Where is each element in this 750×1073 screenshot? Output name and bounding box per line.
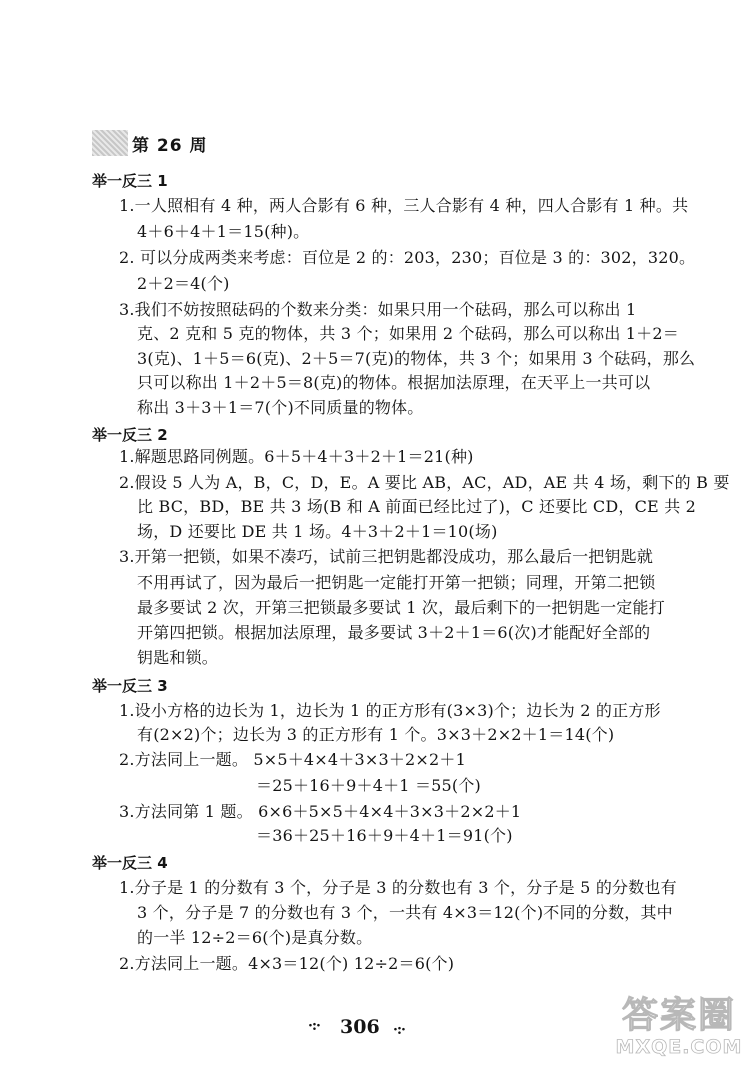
watermark-logo — [614, 996, 744, 1066]
section-1-line: 称出 3＋3＋1＝7(个)不同质量的物体。 — [137, 398, 424, 417]
page-number-ornament-right: ·:· — [393, 1022, 405, 1038]
week-title: 第 26 周 — [132, 136, 208, 156]
page-number-ornament-left: ·:· — [308, 1018, 320, 1034]
section-1-line: 2. 可以分成两类来考虑：百位是 2 的：203，230；百位是 3 的：302，320。 — [119, 248, 696, 267]
section-3-line: 1.设小方格的边长为 1，边长为 1 的正方形有(3×3)个；边长为 2 的正方形 — [119, 701, 661, 720]
section-3-line: 2.方法同上一题。 5×5＋4×4＋3×3＋2×2＋1 — [119, 750, 466, 769]
section-2-line: 1.解题思路同例题。6＋5＋4＋3＋2＋1＝21(种) — [119, 447, 474, 466]
section-2-line: 3.开第一把锁，如果不凑巧，试前三把钥匙都没成功，那么最后一把钥匙就 — [119, 547, 654, 566]
section-1-line: 3(克)、1＋5＝6(克)、2＋5＝7(克)的物体，共 3 个；如果用 3 个砝码，那么 — [137, 349, 696, 368]
section-title-3: 举一反三 3 — [92, 677, 168, 695]
section-4-line: 3 个，分子是 7 的分数也有 3 个，一共有 4×3＝12(个)不同的分数，其中 — [137, 903, 673, 922]
week-header-texture — [92, 130, 128, 156]
section-2-line: 场，D 还要比 DE 共 1 场。4＋3＋2＋1＝10(场) — [137, 522, 498, 541]
section-1-line: 4＋6＋4＋1＝15(种)。 — [137, 222, 310, 241]
section-title-4: 举一反三 4 — [92, 854, 168, 872]
section-1-line: 2＋2＝4(个) — [137, 274, 230, 293]
section-1-line: 只可以称出 1＋2＋5＝8(克)的物体。根据加法原理，在天平上一共可以 — [137, 373, 651, 392]
watermark-logo-bottom: MXQE.COM — [615, 1036, 743, 1058]
section-2-line: 比 BC，BD，BE 共 3 场(B 和 A 前面已经比过了)，C 还要比 CD，CE 共 2 — [137, 497, 697, 516]
section-3-line: 3.方法同第 1 题。 6×6＋5×5＋4×4＋3×3＋2×2＋1 — [119, 802, 522, 821]
section-title-1: 举一反三 1 — [92, 172, 168, 190]
section-2-line: 钥匙和锁。 — [137, 648, 219, 667]
section-4-line: 2.方法同上一题。4×3＝12(个) 12÷2＝6(个) — [119, 954, 455, 973]
section-1-line: 3.我们不妨按照砝码的个数来分类：如果只用一个砝码，那么可以称出 1 — [119, 300, 637, 319]
section-4-line: 1.分子是 1 的分数有 3 个，分子是 3 的分数也有 3 个，分子是 5 的分数也有 — [119, 878, 677, 897]
week-header — [92, 128, 212, 158]
page-number: 306 — [340, 1016, 380, 1038]
section-1-line: 1.一人照相有 4 种，两人合影有 6 种，三人合影有 4 种，四人合影有 1 种。共 — [119, 196, 689, 215]
section-3-line: ＝36＋25＋16＋9＋4＋1＝91(个) — [256, 826, 513, 845]
watermark-logo-top: 答案圈 — [621, 995, 736, 1036]
section-title-2: 举一反三 2 — [92, 426, 168, 444]
section-2-line: 不用再试了，因为最后一把钥匙一定能打开第一把锁；同理，开第二把锁 — [137, 573, 656, 592]
section-3-line: ＝25＋16＋9＋4＋1 ＝55(个) — [256, 776, 481, 795]
section-3-line: 有(2×2)个；边长为 3 的正方形有 1 个。3×3＋2×2＋1＝14(个) — [137, 725, 615, 744]
section-2-line: 最多要试 2 次，开第三把锁最多要试 1 次，最后剩下的一把钥匙一定能打 — [137, 598, 665, 617]
section-2-line: 2.假设 5 人为 A，B，C，D，E。A 要比 AB，AC，AD，AE 共 4 场，剩下的 B 要 — [119, 473, 730, 492]
section-4-line: 的一半 12÷2＝6(个)是真分数。 — [137, 928, 373, 947]
section-1-line: 克、2 克和 5 克的物体，共 3 个；如果用 2 个砝码，那么可以称出 1＋2＝ — [137, 324, 679, 343]
section-2-line: 开第四把锁。根据加法原理，最多要试 3＋2＋1＝6(次)才能配好全部的 — [137, 623, 651, 642]
